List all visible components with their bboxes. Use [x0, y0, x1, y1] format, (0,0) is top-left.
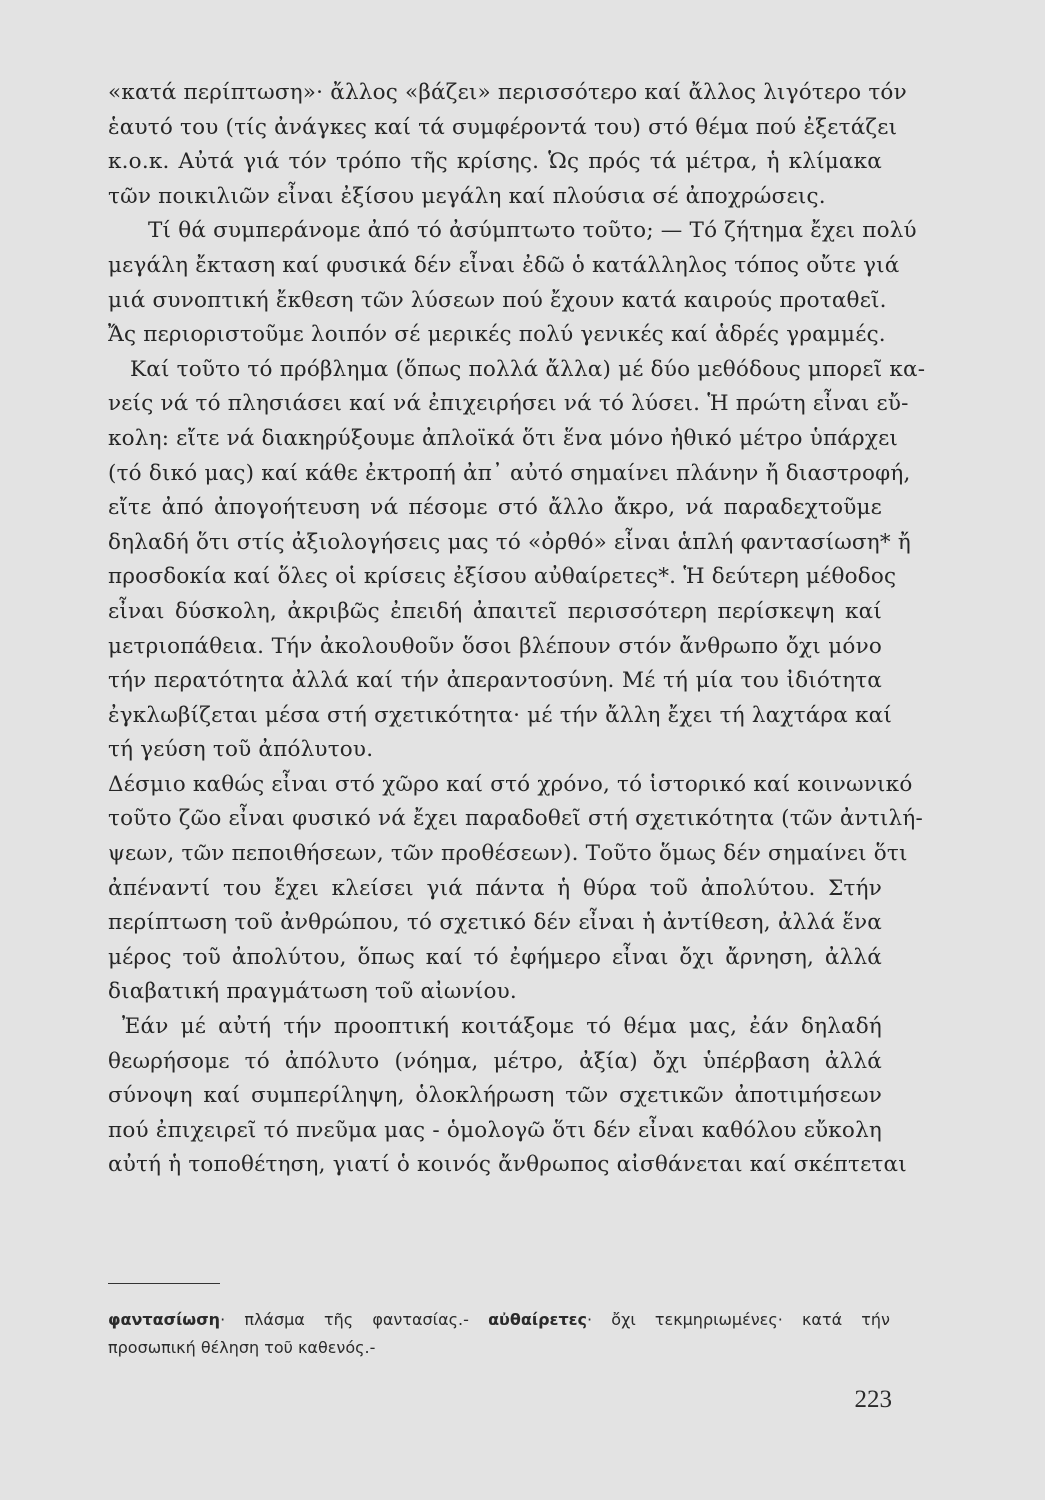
text-line: μετριοπάθεια. Τήν ἀκολουθοῦν ὅσοι βλέπουν στόν ἄνθρωπο ὄχι μόνο — [108, 633, 882, 659]
text-line: ἑαυτό του (τίς ἀνάγκες καί τά συμφέροντά του) στό θέμα πού ἐξετάζει — [108, 114, 898, 140]
text-line: τήν περατότητα ἀλλά καί τήν ἀπεραντοσύνη. Μέ τή μία του ἰδιότητα — [108, 668, 882, 694]
body-text — [108, 76, 926, 1183]
text-line: περίπτωση τοῦ ἀνθρώπου, τό σχετικό δέν εἶναι ἡ ἀντίθεση, ἀλλά ἕνα — [108, 910, 882, 936]
text-line: ἐγκλωβίζεται μέσα στή σχετικότητα· μέ τήν ἄλλη ἔχει τή λαχτάρα καί — [108, 702, 892, 728]
text-line: εἶναι δύσκολη, ἀκριβῶς ἐπειδή ἀπαιτεῖ περισσότερη περίσκεψη καί — [108, 598, 882, 624]
text-line: εἴτε ἀπό ἀπογοήτευση νά πέσομε στό ἄλλο ἄκρο, νά παραδεχτοῦμε — [108, 495, 882, 521]
text-line: νείς νά τό πλησιάσει καί νά ἐπιχειρήσει νά τό λύσει. Ἡ πρώτη εἶναι εὔ- — [108, 391, 909, 417]
footnote-definition: · πλάσμα τῆς φαντασίας.- — [220, 1310, 489, 1329]
text-line: ψεων, τῶν πεποιθήσεων, τῶν προθέσεων). Τοῦτο ὅμως δέν σημαίνει ὅτι — [108, 841, 908, 867]
text-line: τοῦτο ζῶο εἶναι φυσικό νά ἔχει παραδοθεῖ στή σχετικότητα (τῶν ἀντιλή- — [108, 806, 923, 832]
text-line: Τί θά συμπεράνομε ἀπό τό ἀσύμπτωτο τοῦτο; — Τό ζήτημα ἔχει πολύ — [148, 218, 917, 244]
text-line: κολη: εἴτε νά διακηρύξουμε ἀπλοϊκά ὅτι ἕνα μόνο ἠθικό μέτρο ὑπάρχει — [108, 425, 899, 451]
footnote-line — [108, 1306, 890, 1334]
text-line: σύνοψη καί συμπερίληψη, ὁλοκλήρωση τῶν σχετικῶν ἀποτιμήσεων — [108, 1083, 882, 1109]
text-line: δηλαδή ὅτι στίς ἀξιολογήσεις μας τό «ὀρθό» εἶναι ἁπλή φαντασίωση* ἤ — [108, 529, 911, 555]
text-line: Δέσμιο καθώς εἶναι στό χῶρο καί στό χρόνο, τό ἱστορικό καί κοινωνικό — [108, 771, 913, 797]
text-line: (τό δικό μας) καί κάθε ἐκτροπή ἀπ᾿ αὐτό σημαίνει πλάνην ἤ διαστροφή, — [108, 460, 911, 486]
text-line: μιά συνοπτική ἔκθεση τῶν λύσεων πού ἔχουν κατά καιρούς προταθεῖ. — [108, 287, 887, 313]
footnote-term: φαντασίωση — [108, 1310, 221, 1329]
text-line: θεωρήσομε τό ἀπόλυτο (νόημα, μέτρο, ἀξία) ὄχι ὑπέρβαση ἀλλά — [108, 1048, 882, 1074]
text-line: Ἄς περιοριστοῦμε λοιπόν σέ μερικές πολύ γενικές καί ἁδρές γραμμές. — [108, 322, 886, 348]
footnote-divider — [108, 1283, 220, 1284]
text-line: αὐτή ἡ τοποθέτηση, γιατί ὁ κοινός ἄνθρωπος αἰσθάνεται καί σκέπτεται — [108, 1152, 907, 1178]
text-line: μεγάλη ἔκταση καί φυσικά δέν εἶναι ἐδῶ ὁ κατάλληλος τόπος οὔτε γιά — [108, 252, 900, 278]
footnote-line: προσωπική θέληση τοῦ καθενός.- — [108, 1338, 376, 1357]
text-line: τή γεύση τοῦ ἀπόλυτου. — [108, 737, 374, 763]
text-line: μέρος τοῦ ἀπολύτου, ὅπως καί τό ἐφήμερο εἶναι ὄχι ἄρνηση, ἀλλά — [108, 944, 882, 970]
text-line: Καί τοῦτο τό πρόβλημα (ὅπως πολλά ἄλλα) μέ δύο μεθόδους μπορεῖ κα- — [130, 356, 926, 382]
footnote-definition: · ὄχι τεκμηριωμένες· κατά τήν — [587, 1310, 890, 1329]
text-line: προσδοκία καί ὅλες οἱ κρίσεις ἐξίσου αὐθαίρετες*. Ἡ δεύτερη μέθοδος — [108, 564, 897, 590]
text-line: διαβατική πραγμάτωση τοῦ αἰωνίου. — [108, 979, 517, 1005]
text-line: τῶν ποικιλιῶν εἶναι ἐξίσου μεγάλη καί πλούσια σέ ἀποχρώσεις. — [108, 183, 826, 209]
text-line: πού ἐπιχειρεῖ τό πνεῦμα μας - ὁμολογῶ ὅτι δέν εἶναι καθόλου εὔκολη — [108, 1117, 882, 1143]
footnote-term: αὐθαίρετες — [488, 1310, 588, 1329]
text-line: κ.ο.κ. Αὐτά γιά τόν τρόπο τῆς κρίσης. Ὡς πρός τά μέτρα, ἡ κλίμακα — [108, 149, 882, 175]
footnotes — [108, 1306, 890, 1362]
text-line: «κατά περίπτωση»· ἄλλος «βάζει» περισσότερο καί ἄλλος λιγότερο τόν — [108, 80, 907, 105]
page-number: 223 — [854, 1386, 892, 1413]
text-line: Ἐάν μέ αὐτή τήν προοπτική κοιτάξομε τό θέμα μας, ἐάν δηλαδή — [122, 1014, 882, 1040]
text-line: ἀπέναντί του ἔχει κλείσει γιά πάντα ἡ θύρα τοῦ ἀπολύτου. Στήν — [108, 875, 882, 901]
